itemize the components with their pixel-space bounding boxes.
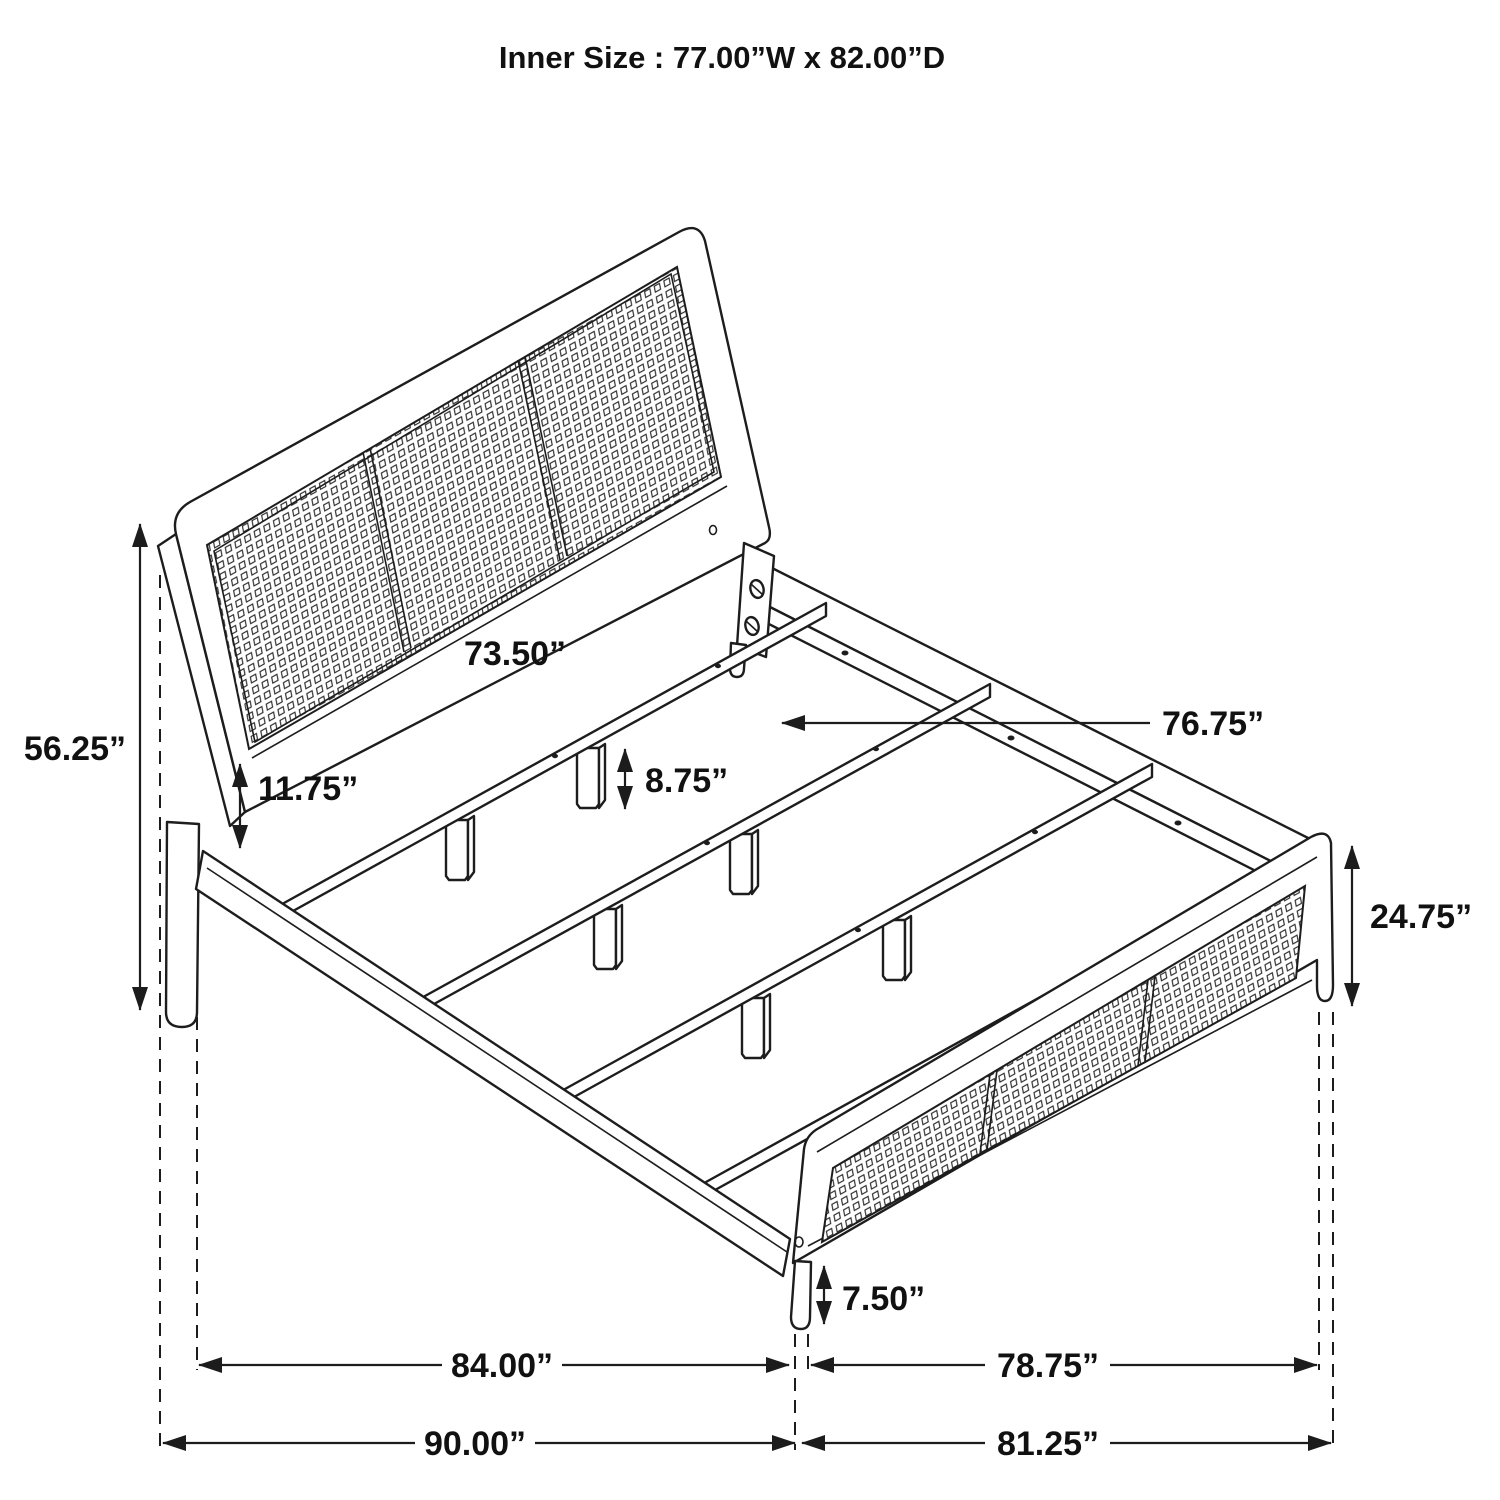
- dim-label-slat-leg-height: 8.75”: [645, 762, 729, 800]
- dim-label-headboard-rail-height: 11.75”: [258, 770, 359, 808]
- dim-label-footboard-height: 24.75”: [1370, 898, 1473, 936]
- dim-label-inner-length-foot-section: 78.75”: [996, 1347, 1100, 1385]
- dim-label-slat-length: 76.75”: [1162, 705, 1265, 743]
- dim-label-overall-length-foot-section: 81.25”: [996, 1425, 1100, 1463]
- diagram-title: Inner Size : 77.00”W x 82.00”D: [498, 40, 946, 75]
- headboard-left-leg: [166, 822, 199, 1027]
- side-rail-left: [196, 851, 790, 1276]
- dim-label-headboard-panel-width: 73.50”: [463, 635, 567, 673]
- footboard: [791, 834, 1333, 1329]
- dim-label-overall-length: 90.00”: [423, 1425, 527, 1463]
- dim-label-headboard-height: 56.25”: [23, 730, 126, 768]
- dim-label-inner-length: 84.00”: [450, 1347, 554, 1385]
- footboard-left-leg: [791, 1261, 811, 1329]
- dim-label-footboard-clearance: 7.50”: [842, 1280, 926, 1318]
